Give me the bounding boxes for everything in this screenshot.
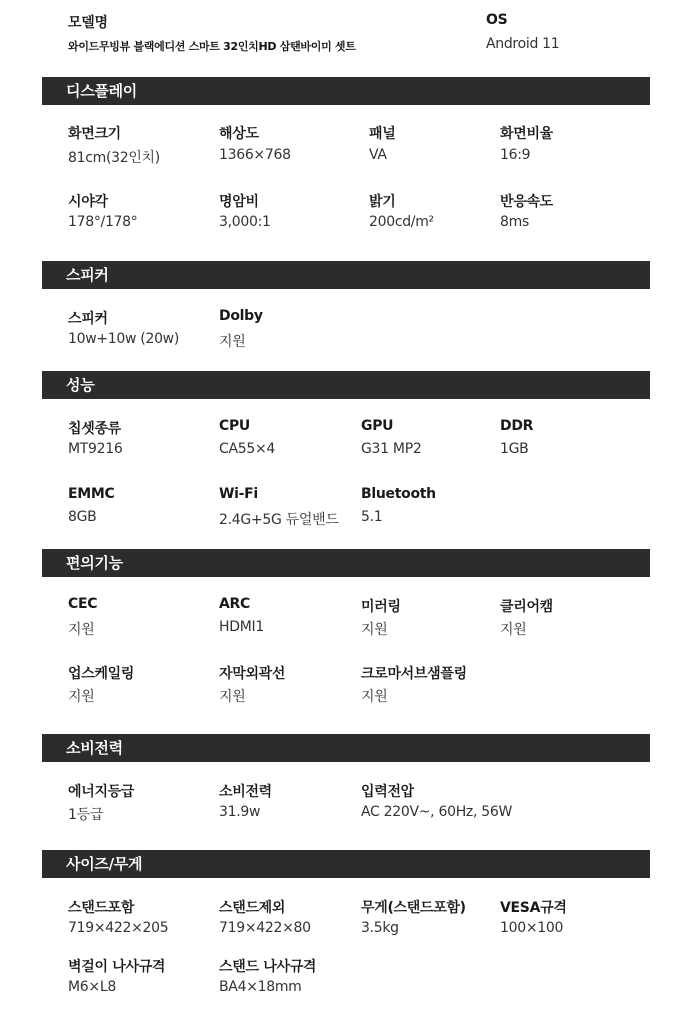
spec-label-cec: CEC xyxy=(68,596,98,612)
spec-label-response-time: 반응속도 xyxy=(500,194,553,210)
spec-value-clear-cam: 지원 xyxy=(500,622,527,638)
model-label: 모델명 xyxy=(68,15,108,31)
spec-value-vesa: 100×100 xyxy=(500,920,564,936)
spec-value-subtitle-outline: 지원 xyxy=(219,689,246,705)
spec-value-contrast: 3,000:1 xyxy=(219,214,271,230)
spec-label-subtitle-outline: 자막외곽선 xyxy=(219,666,286,682)
spec-label-energy-grade: 에너지등급 xyxy=(68,784,135,800)
spec-value-input-voltage: AC 220V~, 60Hz, 56W xyxy=(361,804,513,820)
spec-label-upscaling: 업스케일링 xyxy=(68,666,135,682)
spec-label-screen-size: 화면크기 xyxy=(68,126,121,142)
spec-value-bluetooth: 5.1 xyxy=(361,509,383,525)
spec-label-contrast: 명암비 xyxy=(219,194,259,210)
spec-label-mirroring: 미러링 xyxy=(361,599,401,615)
spec-value-gpu: G31 MP2 xyxy=(361,441,422,457)
section-performance-header: 성능 xyxy=(42,371,650,399)
spec-value-panel: VA xyxy=(369,147,387,163)
spec-label-input-voltage: 입력전압 xyxy=(361,784,414,800)
spec-label-without-stand: 스탠드제외 xyxy=(219,900,286,916)
spec-value-screen-size: 81cm(32인치) xyxy=(68,150,160,166)
spec-value-with-stand: 719×422×205 xyxy=(68,920,169,936)
spec-label-stand-screw: 스탠드 나사규격 xyxy=(219,959,317,975)
spec-value-upscaling: 지원 xyxy=(68,689,95,705)
spec-value-cpu: CA55×4 xyxy=(219,441,276,457)
spec-value-chroma-subsampling: 지원 xyxy=(361,689,388,705)
spec-label-vesa: VESA규격 xyxy=(500,900,567,916)
spec-label-with-stand: 스탠드포함 xyxy=(68,900,135,916)
spec-label-bluetooth: Bluetooth xyxy=(361,486,436,502)
spec-label-viewing-angle: 시야각 xyxy=(68,194,108,210)
spec-value-without-stand: 719×422×80 xyxy=(219,920,311,936)
spec-value-brightness: 200cd/m² xyxy=(369,214,434,230)
spec-label-resolution: 해상도 xyxy=(219,126,259,142)
section-display-header: 디스플레이 xyxy=(42,77,650,105)
spec-label-chroma-subsampling: 크로마서브샘플링 xyxy=(361,666,467,682)
spec-label-wall-screw: 벽걸이 나사규격 xyxy=(68,959,166,975)
spec-label-speaker: 스피커 xyxy=(68,311,108,327)
spec-label-clear-cam: 클리어캠 xyxy=(500,599,553,615)
spec-label-brightness: 밝기 xyxy=(369,194,396,210)
spec-value-energy-grade: 1등급 xyxy=(68,807,104,823)
spec-label-consumption: 소비전력 xyxy=(219,784,272,800)
spec-value-speaker: 10w+10w (20w) xyxy=(68,331,179,347)
spec-value-stand-screw: BA4×18mm xyxy=(219,979,302,995)
model-value: 와이드무빙뷰 블랙에디션 스마트 32인치HD 삼탠바이미 셋트 xyxy=(68,40,356,53)
spec-label-emmc: EMMC xyxy=(68,486,115,502)
section-size-header: 사이즈/무게 xyxy=(42,850,650,878)
spec-value-arc: HDMI1 xyxy=(219,619,264,635)
spec-value-resolution: 1366×768 xyxy=(219,147,291,163)
os-label: OS xyxy=(486,12,508,28)
spec-value-dolby: 지원 xyxy=(219,334,246,350)
spec-value-consumption: 31.9w xyxy=(219,804,261,820)
spec-value-wifi: 2.4G+5G 듀얼밴드 xyxy=(219,512,339,528)
section-convenience-header: 편의기능 xyxy=(42,549,650,577)
spec-value-weight: 3.5kg xyxy=(361,920,399,936)
spec-value-viewing-angle: 178°/178° xyxy=(68,214,138,230)
spec-label-aspect-ratio: 화면비율 xyxy=(500,126,553,142)
spec-value-cec: 지원 xyxy=(68,622,95,638)
spec-label-ddr: DDR xyxy=(500,418,534,434)
spec-value-mirroring: 지원 xyxy=(361,622,388,638)
spec-label-chipset: 칩셋종류 xyxy=(68,421,121,437)
spec-label-cpu: CPU xyxy=(219,418,251,434)
spec-label-gpu: GPU xyxy=(361,418,394,434)
spec-value-response-time: 8ms xyxy=(500,214,529,230)
spec-label-panel: 패널 xyxy=(369,126,396,142)
spec-value-emmc: 8GB xyxy=(68,509,97,525)
os-value: Android 11 xyxy=(486,36,560,52)
spec-value-chipset: MT9216 xyxy=(68,441,123,457)
spec-value-aspect-ratio: 16:9 xyxy=(500,147,531,163)
spec-label-weight: 무게(스탠드포함) xyxy=(361,900,466,916)
spec-label-wifi: Wi-Fi xyxy=(219,486,258,502)
spec-label-arc: ARC xyxy=(219,596,250,612)
section-power-header: 소비전력 xyxy=(42,734,650,762)
section-speaker-header: 스피커 xyxy=(42,261,650,289)
spec-value-ddr: 1GB xyxy=(500,441,529,457)
spec-label-dolby: Dolby xyxy=(219,308,263,324)
spec-value-wall-screw: M6×L8 xyxy=(68,979,116,995)
